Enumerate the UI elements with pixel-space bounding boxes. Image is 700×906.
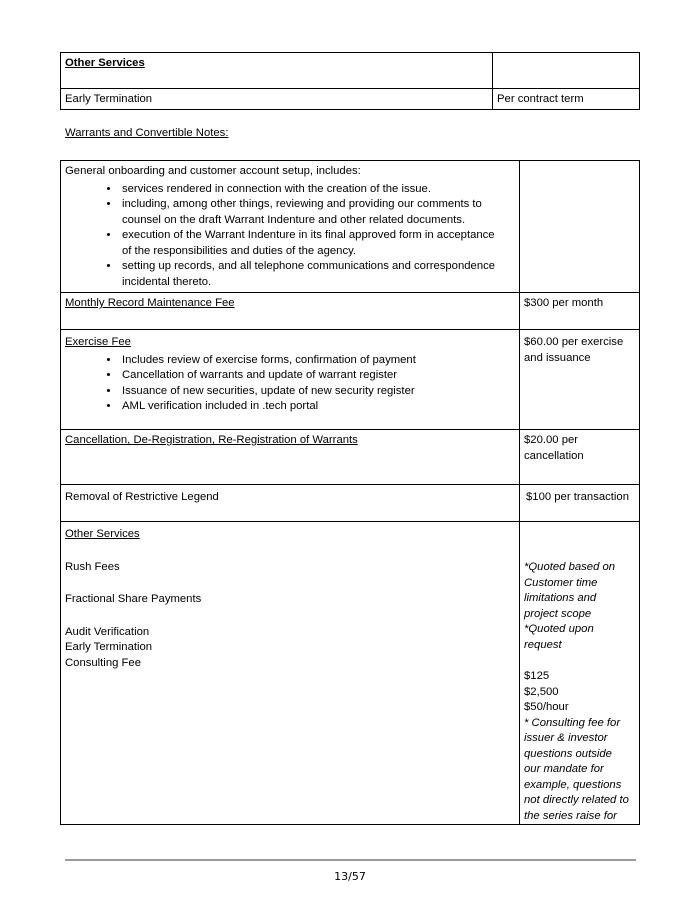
footer-divider bbox=[65, 859, 636, 861]
legend-fee: $100 per transaction bbox=[526, 491, 629, 503]
section-heading: Warrants and Convertible Notes: bbox=[65, 127, 229, 139]
onboarding-intro: General onboarding and customer account setup, includes: bbox=[65, 165, 361, 177]
quoted-note-1: *Quoted based on Customer time limitations and project scope bbox=[524, 561, 616, 620]
early-termination-label: Early Termination bbox=[65, 93, 153, 105]
rush-fees-label: Rush Fees bbox=[65, 560, 120, 573]
fractional-label: Fractional Share Payments bbox=[65, 593, 202, 605]
other-services-header: Other Services bbox=[65, 57, 145, 69]
quoted-note-2: *Quoted upon request bbox=[524, 623, 594, 651]
exercise-bullets bbox=[65, 353, 515, 415]
exercise-label: Exercise Fee bbox=[65, 336, 131, 348]
maintenance-fee: $300 per month bbox=[524, 297, 604, 309]
early-termination-value: Per contract term bbox=[497, 93, 584, 105]
exercise-fee: $60.00 per exercise bbox=[524, 336, 624, 348]
table-row: Cancellation, De-Registration, Re-Registration of Warrants $20.00 per cancellation bbox=[61, 430, 640, 485]
list-item: • execution of the Warrant Indenture in its final approved form in acceptance of the responsibilities and duties of the agency. bbox=[120, 228, 515, 259]
onboarding-bullets bbox=[65, 182, 515, 291]
list-item: • Cancellation of warrants and update of warrant register bbox=[120, 368, 515, 384]
other-services-header-cell bbox=[61, 53, 493, 89]
warrants-fee-table bbox=[60, 160, 640, 825]
early-termination-label-2: Early Termination bbox=[65, 641, 153, 653]
consulting-label: Consulting Fee bbox=[65, 656, 141, 669]
list-item: • including, among other things, reviewing and providing our comments to counsel on the draft Warrant Indenture and other related documents. bbox=[120, 197, 515, 228]
list-item: • services rendered in connection with the creation of the issue. bbox=[120, 182, 515, 198]
cancellation-fee: $20.00 per bbox=[524, 434, 579, 446]
list-item: • setting up records, and all telephone communications and correspondence incidental thereto. bbox=[120, 259, 515, 290]
audit-fee: $125 bbox=[524, 670, 550, 682]
maintenance-label: Monthly Record Maintenance Fee bbox=[65, 297, 235, 309]
other-services-header-2: Other Services bbox=[65, 528, 140, 540]
early-termination-fee: $2,500 bbox=[524, 685, 559, 698]
legend-label: Removal of Restrictive Legend bbox=[65, 491, 219, 503]
cancellation-label: Cancellation, De-Registration, Re-Registration of Warrants bbox=[65, 434, 358, 446]
list-item: • Includes review of exercise forms, confirmation of payment bbox=[120, 353, 515, 369]
consulting-fee: $50/hour bbox=[524, 701, 569, 713]
list-item: • AML verification included in .tech portal bbox=[120, 399, 515, 415]
table-row bbox=[61, 161, 640, 293]
table-row bbox=[61, 485, 640, 522]
consulting-note: * Consulting fee for issuer & investor questions outside our mandate for example, questions not directly related to the series raise for bbox=[524, 716, 629, 822]
table-row: Exercise Fee • Includes review of exercise forms, confirmation of payment • Cancellation of warrants and update of warrant register • Issuance of new securities, update of new security register • AML verification included in .tech portal $60.00 per exercise and issuance bbox=[61, 330, 640, 430]
table-row bbox=[61, 522, 640, 825]
other-services-table-top bbox=[60, 52, 640, 110]
list-item: • Issuance of new securities, update of new security register bbox=[120, 384, 515, 400]
page-number: 13/57 bbox=[334, 870, 366, 883]
table-row bbox=[61, 293, 640, 330]
audit-label: Audit Verification bbox=[65, 625, 150, 638]
